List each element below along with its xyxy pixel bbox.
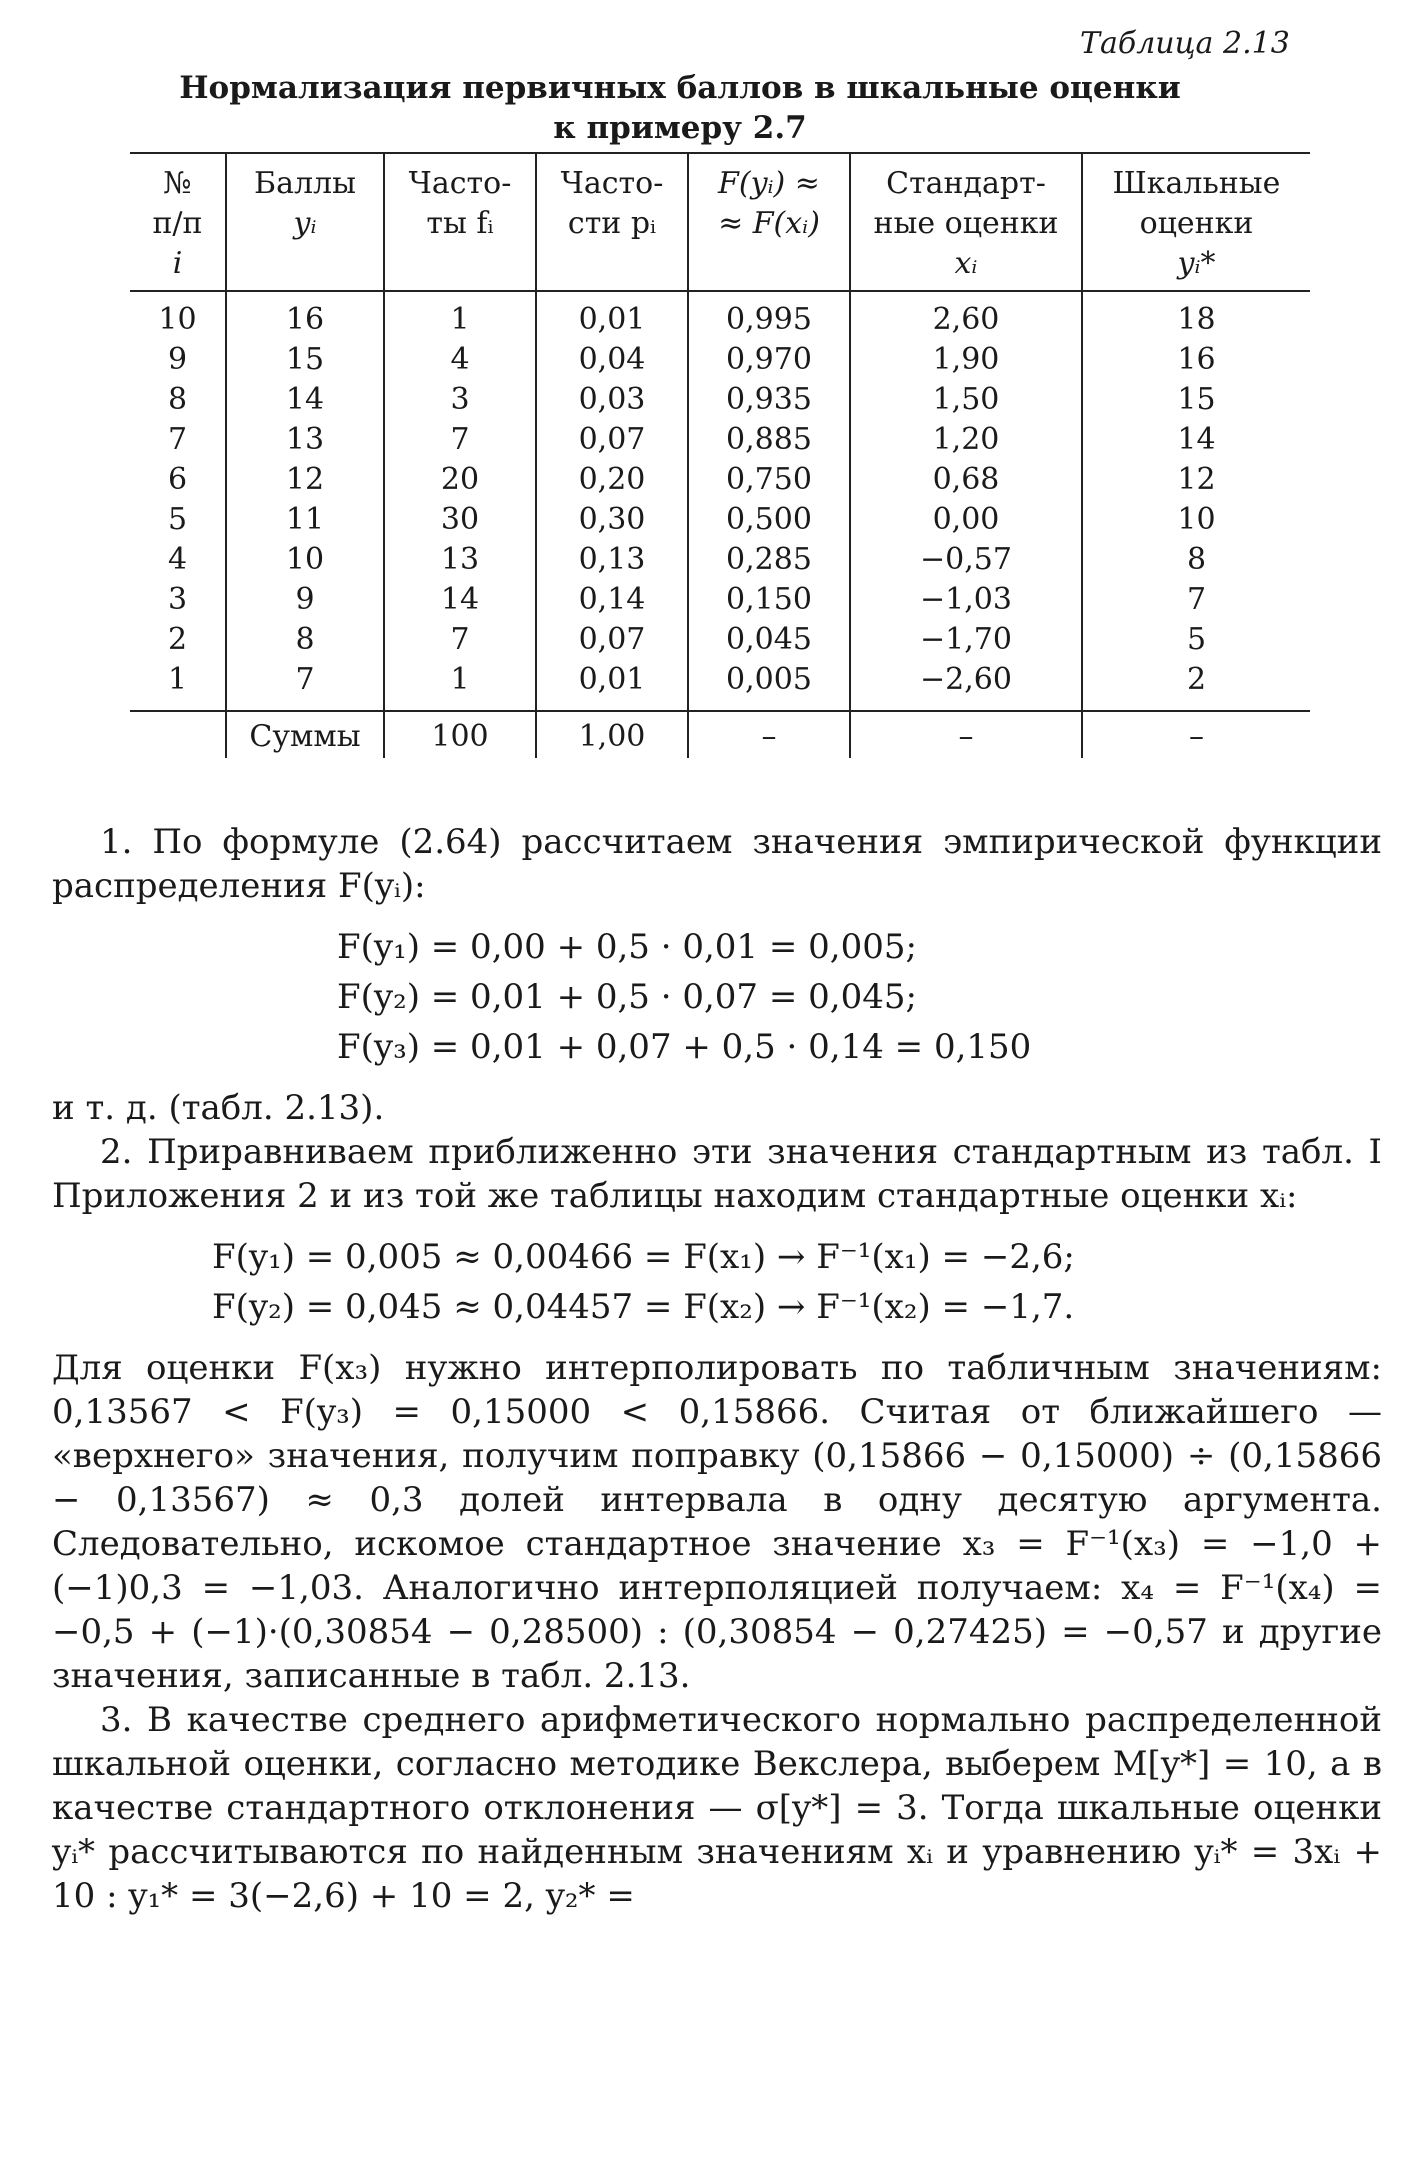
table-row <box>130 380 1310 420</box>
cell: −1,03 <box>850 580 1082 620</box>
cell: 0,885 <box>688 420 850 460</box>
cell: 7 <box>384 620 536 660</box>
sum-scale: – <box>1082 711 1310 758</box>
cell: 0,14 <box>536 580 688 620</box>
paragraph-step2: 2. Приравниваем приближенно эти значения стандартным из табл. I Приложения 2 и из той же таблицы находим стандартные оценки xᵢ: <box>52 1132 1382 1216</box>
cell: 0,00 <box>850 500 1082 540</box>
cell: 7 <box>167 422 188 457</box>
cell: 0,285 <box>688 540 850 580</box>
cell: 2,60 <box>850 291 1082 340</box>
cell: 13 <box>384 540 536 580</box>
cell: 4 <box>167 542 188 577</box>
cell: 0,04 <box>536 340 688 380</box>
table-row <box>130 620 1310 660</box>
cell: 20 <box>384 460 536 500</box>
cell: 1 <box>384 660 536 711</box>
cell: 1,90 <box>850 340 1082 380</box>
cell: −0,57 <box>850 540 1082 580</box>
paragraph-interpolation: Для оценки F(x₃) нужно интерполировать по табличным значениям: 0,13567 < F(y₃) = 0,15000 < 0,15866. Считая от ближайшего — «верхнего» значения, получим поправку (0,15866 − 0,15000) ÷ (0,15866 − 0,13567) ≈ 0,3 долей интервала в одну десятую аргумента. Следовательно, искомое стандартное значение x₃ = F⁻¹(x₃) = −1,0 + (−1)0,3 = −1,03. Аналогично интерполяцией получаем: x₄ = F⁻¹(x₄) = −0,5 + (−1)·(0,30854 − 0,28500) : (0,30854 − 0,27425) = −0,57 и другие значения, записанные в табл. 2.13. <box>52 1348 1382 1696</box>
cell: 1 <box>384 291 536 340</box>
cell: 7 <box>1082 580 1310 620</box>
body-text <box>52 820 1382 1918</box>
cell: 0,07 <box>536 420 688 460</box>
cell: 30 <box>384 500 536 540</box>
cell: 0,935 <box>688 380 850 420</box>
paragraph-step1-end: и т. д. (табл. 2.13). <box>52 1088 385 1128</box>
header-scores: Баллы yᵢ <box>226 153 384 291</box>
header-frequencies: Часто- ты fᵢ <box>384 153 536 291</box>
header-standard-scores: Стандарт- ные оценки xᵢ <box>850 153 1082 291</box>
table-row <box>130 420 1310 460</box>
table-header-row <box>130 153 1310 291</box>
cell: 1,20 <box>850 420 1082 460</box>
sum-label: Суммы <box>226 711 384 758</box>
cell: 12 <box>1082 460 1310 500</box>
cell: 0,30 <box>536 500 688 540</box>
cell: 0,045 <box>688 620 850 660</box>
cell: 3 <box>167 582 188 617</box>
formula-line: F(y₂) = 0,01 + 0,5 · 0,07 = 0,045; <box>337 977 917 1017</box>
cell: 7 <box>384 420 536 460</box>
cell: 0,995 <box>688 291 850 340</box>
cell: 5 <box>1082 620 1310 660</box>
cell: 14 <box>1082 420 1310 460</box>
cell: 15 <box>1082 380 1310 420</box>
cell: 9 <box>226 580 384 620</box>
cell: 9 <box>167 342 188 377</box>
cell: 11 <box>226 500 384 540</box>
table-title-line2: к примеру 2.7 <box>553 110 807 146</box>
cell: 0,970 <box>688 340 850 380</box>
cell: 0,750 <box>688 460 850 500</box>
cell: −2,60 <box>850 660 1082 711</box>
table-row <box>130 291 1310 340</box>
formula-line: F(y₂) = 0,045 ≈ 0,04457 = F(x₂) → F⁻¹(x₂) = −1,7. <box>212 1287 1075 1327</box>
cell: 14 <box>226 380 384 420</box>
cell: 8 <box>167 382 188 417</box>
table-row <box>130 340 1310 380</box>
cell: 5 <box>167 502 188 537</box>
cell: 0,13 <box>536 540 688 580</box>
cell: 10 <box>158 302 197 337</box>
sum-cdf: – <box>688 711 850 758</box>
table-title-line1: Нормализация первичных баллов в шкальные оценки <box>179 70 1181 106</box>
cell: 0,500 <box>688 500 850 540</box>
cell: 10 <box>1082 500 1310 540</box>
formula-line: F(y₁) = 0,00 + 0,5 · 0,01 = 0,005; <box>337 927 917 967</box>
cell: 8 <box>1082 540 1310 580</box>
cell: 0,20 <box>536 460 688 500</box>
cell: 2 <box>167 622 188 657</box>
cell-empty <box>130 711 226 758</box>
cell: 2 <box>1082 660 1310 711</box>
cell: 12 <box>226 460 384 500</box>
table-caption: Таблица 2.13 <box>1080 26 1290 61</box>
table-row <box>130 580 1310 620</box>
cell: 0,07 <box>536 620 688 660</box>
paragraph-step1: 1. По формуле (2.64) рассчитаем значения эмпирической функции распределения F(yᵢ): <box>52 822 1382 906</box>
cell: 0,150 <box>688 580 850 620</box>
cell: 8 <box>226 620 384 660</box>
formula-block-cdf <box>52 922 1382 1072</box>
table-row <box>130 660 1310 711</box>
cell: 10 <box>226 540 384 580</box>
cell: 16 <box>1082 340 1310 380</box>
header-proportions: Часто- сти pᵢ <box>536 153 688 291</box>
table-row <box>130 500 1310 540</box>
cell: 3 <box>384 380 536 420</box>
cell: 0,01 <box>536 291 688 340</box>
cell: 0,01 <box>536 660 688 711</box>
header-scale-scores: Шкальные оценки yᵢ* <box>1082 153 1310 291</box>
cell: 1 <box>167 662 188 697</box>
cell: 16 <box>226 291 384 340</box>
cell: 7 <box>226 660 384 711</box>
cell: 0,68 <box>850 460 1082 500</box>
header-cdf: F(yᵢ) ≈ ≈ F(xᵢ) <box>688 153 850 291</box>
formula-block-standard <box>52 1232 1382 1332</box>
formula-line: F(y₁) = 0,005 ≈ 0,00466 = F(x₁) → F⁻¹(x₁) = −2,6; <box>212 1237 1075 1277</box>
table-sum-row <box>130 711 1310 758</box>
table-row <box>130 540 1310 580</box>
cell: 1,50 <box>850 380 1082 420</box>
sum-frequencies: 100 <box>384 711 536 758</box>
cell: 15 <box>226 340 384 380</box>
table-row <box>130 460 1310 500</box>
sum-proportions: 1,00 <box>536 711 688 758</box>
normalization-table <box>130 152 1310 758</box>
cell: 6 <box>167 462 188 497</box>
cell: 0,005 <box>688 660 850 711</box>
cell: 18 <box>1082 291 1310 340</box>
cell: 13 <box>226 420 384 460</box>
cell: 0,03 <box>536 380 688 420</box>
cell: 14 <box>384 580 536 620</box>
cell: −1,70 <box>850 620 1082 660</box>
paragraph-step3: 3. В качестве среднего арифметического нормально распределенной шкальной оценки, согласно методике Векслера, выберем M[y*] = 10, а в качестве стандартного отклонения — σ[y*] = 3. Тогда шкальные оценки yᵢ* рассчитываются по найденным значениям xᵢ и уравнению yᵢ* = 3xᵢ + 10 : y₁* = 3(−2,6) + 10 = 2, y₂* = <box>52 1700 1382 1916</box>
cell: 4 <box>384 340 536 380</box>
formula-line: F(y₃) = 0,01 + 0,07 + 0,5 · 0,14 = 0,150 <box>337 1027 1032 1067</box>
sum-standard: – <box>850 711 1082 758</box>
header-index: № п/п i <box>130 153 226 291</box>
